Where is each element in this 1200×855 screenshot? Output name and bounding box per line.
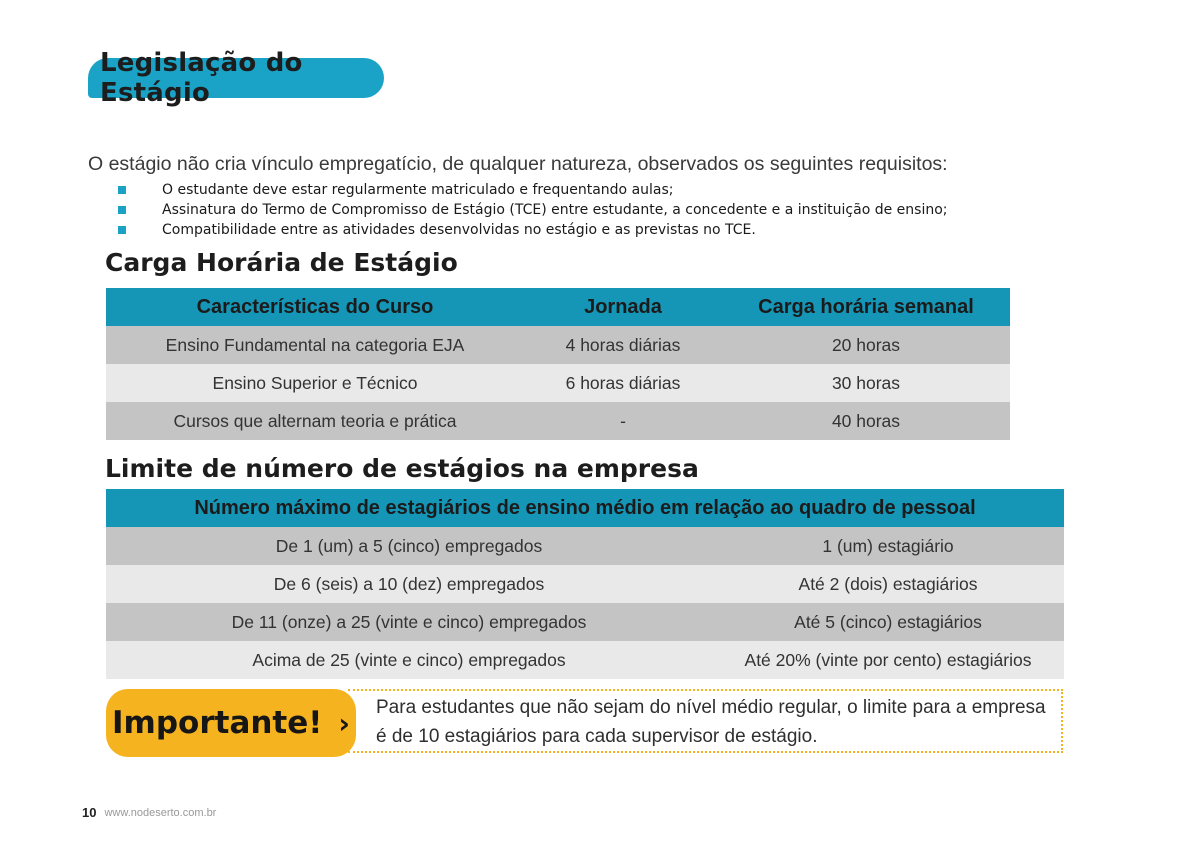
square-bullet-icon [118,226,126,234]
table-cell: De 11 (onze) a 25 (vinte e cinco) empregados [106,603,712,641]
table-row [106,641,1064,679]
important-label: Importante! [112,705,323,741]
carga-horaria-heading: Carga Horária de Estágio [105,248,458,277]
table-header: Jornada [524,288,722,326]
site-url: www.nodeserto.com.br [104,806,217,819]
table-row [106,527,1064,565]
section-title-banner [88,48,384,108]
table-cell: De 1 (um) a 5 (cinco) empregados [106,527,712,565]
list-item: Assinatura do Termo de Compromisso de Estágio (TCE) entre estudante, a concedente e a instituição de ensino; [118,200,948,220]
table-cell: 4 horas diárias [524,326,722,364]
list-item: O estudante deve estar regularmente matriculado e frequentando aulas; [118,180,948,200]
table-cell: 30 horas [722,364,1010,402]
table-row [106,364,1010,402]
table-cell: 1 (um) estagiário [712,527,1064,565]
chevron-right-icon: › [338,706,350,740]
page-footer [82,805,216,820]
table-cell: Acima de 25 (vinte e cinco) empregados [106,641,712,679]
table-row [106,326,1010,364]
table-cell: 20 horas [722,326,1010,364]
page-number: 10 [82,805,97,820]
table-cell: Até 2 (dois) estagiários [712,565,1064,603]
table-cell: Ensino Superior e Técnico [106,364,524,402]
square-bullet-icon [118,206,126,214]
carga-horaria-table [106,288,1010,440]
important-note-text: Para estudantes que não sejam do nível médio regular, o limite para a empresa é de 10 estagiários para cada supervisor de estágio. [376,697,1046,747]
table-cell: Ensino Fundamental na categoria EJA [106,326,524,364]
table-row [106,402,1010,440]
table-cell: - [524,402,722,440]
table-header: Número máximo de estagiários de ensino médio em relação ao quadro de pessoal [106,489,1064,527]
intro-text: O estágio não cria vínculo empregatício, de qualquer natureza, observados os seguintes requisitos: [88,153,948,175]
square-bullet-icon [118,186,126,194]
requirements-list [118,180,948,240]
table-cell: Até 20% (vinte por cento) estagiários [712,641,1064,679]
table-cell: Até 5 (cinco) estagiários [712,603,1064,641]
table-cell: 6 horas diárias [524,364,722,402]
page-title: Legislação do Estágio [100,48,303,108]
table-cell: Cursos que alternam teoria e prática [106,402,524,440]
important-badge [106,689,356,757]
table-header: Carga horária semanal [722,288,1010,326]
table-row [106,565,1064,603]
table-cell: De 6 (seis) a 10 (dez) empregados [106,565,712,603]
table-header: Características do Curso [106,288,524,326]
list-item: Compatibilidade entre as atividades desenvolvidas no estágio e as previstas no TCE. [118,220,948,240]
limite-table [106,489,1064,679]
table-row [106,603,1064,641]
limite-heading: Limite de número de estágios na empresa [105,454,699,483]
table-cell: 40 horas [722,402,1010,440]
